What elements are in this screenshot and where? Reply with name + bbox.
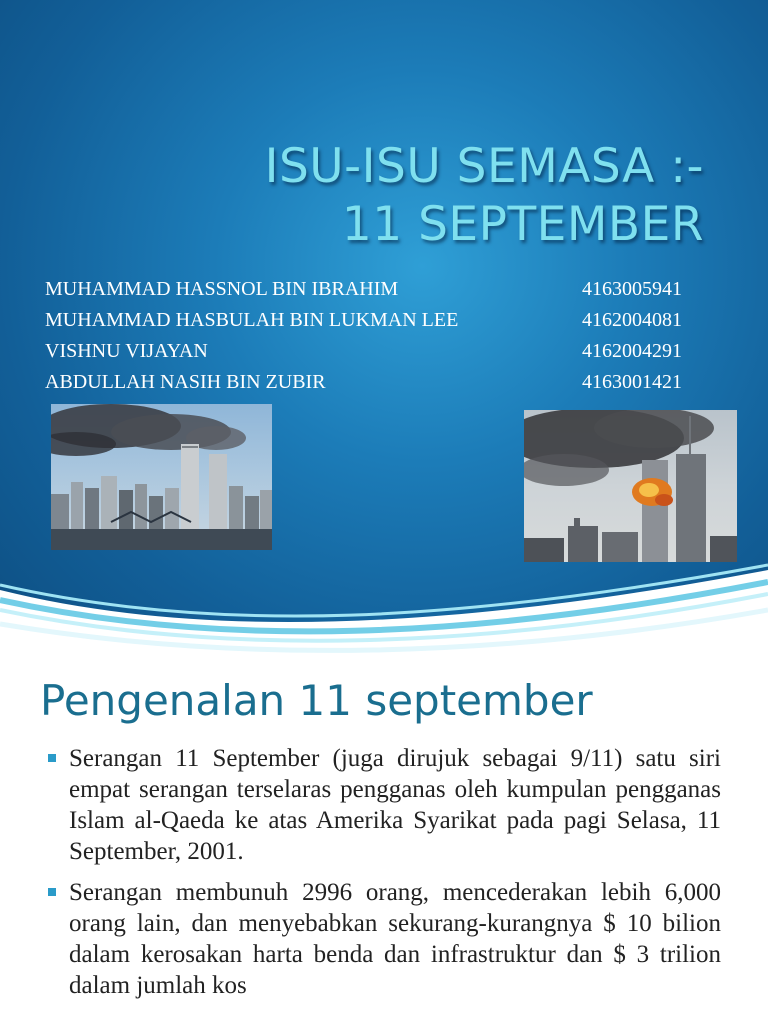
square-bullet-icon: [48, 888, 56, 896]
member-name: ABDULLAH NASIH BIN ZUBIR: [45, 371, 326, 393]
title-line-2: 11 SEPTEMBER: [341, 197, 704, 252]
towers-fire-photo: [524, 410, 737, 562]
skyline-smoke-illustration: [51, 404, 272, 550]
towers-fire-illustration: [524, 410, 737, 562]
member-id: 4162004081: [582, 309, 682, 331]
member-row: [45, 305, 705, 336]
wave-decoration: [0, 560, 768, 665]
member-id: 4163005941: [582, 278, 682, 300]
member-row: [45, 367, 705, 398]
intro-slide: [0, 665, 768, 1024]
bullet-item: [48, 877, 721, 1001]
member-row: [45, 274, 705, 305]
bullet-list: [48, 743, 721, 1011]
member-id: 4163001421: [582, 371, 682, 393]
slide-heading: Pengenalan 11 september: [40, 676, 593, 725]
member-row: [45, 336, 705, 367]
member-id: 4162004291: [582, 340, 682, 362]
bullet-item: [48, 743, 721, 867]
member-name: MUHAMMAD HASBULAH BIN LUKMAN LEE: [45, 309, 459, 331]
slide-title: [265, 138, 704, 254]
skyline-smoke-photo: [51, 404, 272, 550]
square-bullet-icon: [48, 754, 56, 762]
member-name: MUHAMMAD HASSNOL BIN IBRAHIM: [45, 278, 399, 300]
member-list: [45, 274, 705, 398]
bullet-text: Serangan membunuh 2996 orang, mencederakan lebih 6,000 orang lain, dan menyebabkan sekurang-kurangnya $ 10 bilion dalam kerosakan harta benda dan infrastruktur dan $ 3 trilion dalam jumlah kos: [69, 879, 721, 999]
title-line-1: ISU-ISU SEMASA :-: [264, 139, 704, 194]
bullet-text: Serangan 11 September (juga dirujuk sebagai 9/11) satu siri empat serangan terselaras pengganas oleh kumpulan pengganas Islam al-Qaeda ke atas Amerika Syarikat pada pagi Selasa, 11 September, 2001.: [69, 745, 721, 865]
member-name: VISHNU VIJAYAN: [45, 340, 208, 362]
